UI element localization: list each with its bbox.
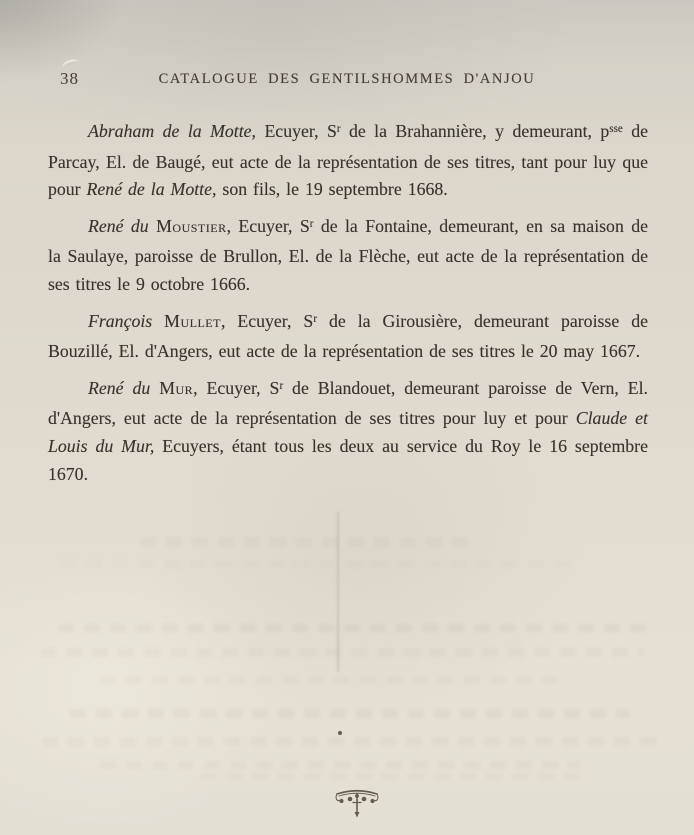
running-head [47,69,647,93]
entry-paragraph-motte: Abraham de la Motte, Ecuyer, $S^r$ de la Brahannière, y demeurant, $p^{sse}$ de Parcay, El. de Baugé, eut acte de la représentation de ses titres, tant pour luy que pour René de la Motte, son fils, le 19 septembre 1668. [48,121,648,200]
ink-speck [338,731,342,735]
bleed-through-line [200,773,580,780]
text-block [48,118,648,497]
entry-paragraph-mullet: François Mullet, Ecuyer, $S^r$ de la Girousière, demeurant paroisse de Bouzillé, El. d'Angers, eut acte de la représentation de ses titres le 20 may 1667. [48,310,648,362]
fleuron-ornament [334,786,380,824]
bleed-through-line [60,560,580,568]
bleed-through-line [100,761,580,769]
bleed-through-line [100,676,562,684]
bleed-through-line [140,537,470,547]
entry-paragraph-mur: René du Mur, Ecuyer, $S^r$ de Blandouet, demeurant paroisse de Vern, El. d'Angers, eut acte de la représentation de ses titres pour luy et pour Claude et Louis du Mur, Ecuyers, étant tous les deux au service du Roy le 16 septembre 1670. [48,377,648,484]
bleed-through-line [40,648,644,657]
page-number: 38 [60,69,79,88]
bleed-through-line [58,624,650,632]
entry-paragraph-moustier: René du Moustier, Ecuyer, $S^r$ de la Fontaine, demeurant, en sa maison de la Saulaye, paroisse de Brullon, El. de la Flèche, eut acte de la représentation de ses titres le 9 octobre 1666. [48,215,649,294]
bleed-through-line [70,709,630,718]
running-title: CATALOGUE DES GENTILSHOMMES D'ANJOU [158,71,536,87]
paper-crease [337,512,339,672]
bleed-through-line [42,737,660,746]
